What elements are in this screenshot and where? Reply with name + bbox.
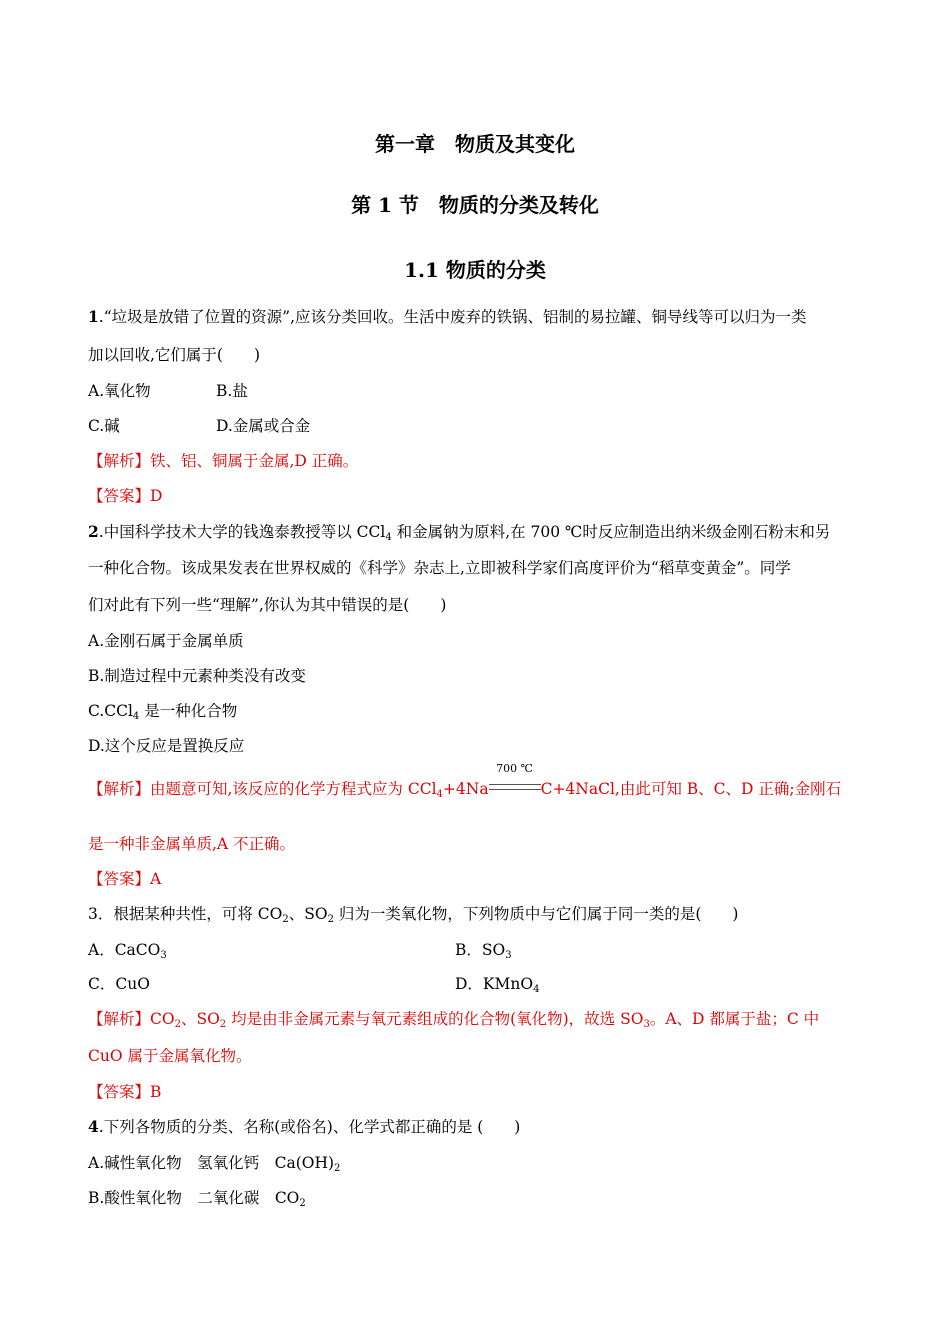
analysis-text-a: 【解析】CO: [88, 1010, 175, 1028]
question-3-option-c: C．CuO: [88, 975, 150, 993]
subscript: 2: [282, 914, 289, 925]
option-text: B．SO: [455, 941, 506, 959]
question-1-analysis: 【解析】铁、铝、铜属于金属,D 正确。: [88, 452, 359, 470]
question-4-text: .下列各物质的分类、名称(或俗名)、化学式都正确的是 ( ): [98, 1118, 521, 1136]
subscript: 3: [160, 950, 167, 961]
question-3-option-d: [455, 972, 539, 994]
chapter-title: 第一章 物质及其变化: [375, 132, 575, 156]
option-text: B.酸性氧化物 二氧化碳 CO: [88, 1189, 300, 1207]
question-3-analysis: [88, 1007, 819, 1029]
subscript: 4: [533, 984, 540, 995]
reaction-arrow: [489, 762, 541, 794]
question-1-option-b: B.盐: [216, 382, 248, 400]
question-1-option-c: C.碱: [88, 417, 120, 435]
question-4-option-a: [88, 1151, 340, 1173]
question-3-analysis-line-2: CuO 属于金属氧化物。: [88, 1047, 252, 1065]
analysis-text-d: 。A、D 都属于盐；C 中: [649, 1010, 820, 1028]
question-1-line-1: [88, 305, 807, 327]
subscript: 2: [327, 914, 334, 925]
question-4-number: 4: [88, 1117, 99, 1136]
section-title: 第 1 节 物质的分类及转化: [351, 193, 599, 217]
analysis-text-a: 【解析】由题意可知,该反应的化学方程式应为 CCl: [88, 780, 437, 798]
option-c-text-b: 是一种化合物: [139, 702, 238, 720]
question-2-option-c: [88, 699, 237, 721]
question-2-analysis: [88, 762, 842, 800]
option-text: A.碱性氧化物 氢氧化钙 Ca(OH): [88, 1154, 335, 1172]
question-1-option-d: D.金属或合金: [216, 417, 311, 435]
analysis-text-c: 均是由非金属元素与氧元素组成的化合物(氧化物)，故选 SO: [226, 1010, 644, 1028]
question-1-text: .“垃圾是放错了位置的资源”,应该分类回收。生活中废弃的铁锅、铝制的易拉罐、铜导线等可以归为一类: [98, 308, 807, 326]
question-2-line-1: [88, 520, 830, 542]
analysis-text-c: C+4NaCl,由此可知 B、C、D 正确;金刚石: [540, 780, 842, 798]
question-3-option-b: [455, 938, 512, 960]
subscript: 2: [334, 1163, 341, 1174]
subscript: 4: [385, 532, 392, 543]
question-3-answer: 【答案】B: [88, 1083, 162, 1101]
subscript: 4: [132, 711, 140, 722]
option-text: D．KMnO: [455, 975, 534, 993]
q3-text-a: 3．根据某种共性，可将 CO: [88, 905, 283, 923]
question-2-line-3: 们对此有下列一些“理解”,你认为其中错误的是( ): [88, 596, 447, 614]
option-c-text-a: C.CCl: [88, 702, 133, 720]
question-2-answer: 【答案】A: [88, 870, 162, 888]
subscript: 4: [436, 789, 443, 800]
reaction-condition: 700 ℃: [496, 762, 533, 775]
q3-text-c: 归为一类氧化物，下列物质中与它们属于同一类的是( ): [333, 905, 739, 923]
subsection-title: 1.1 物质的分类: [404, 258, 546, 282]
question-1-option-a: A.氧化物: [88, 382, 151, 400]
option-text: A．CaCO: [88, 941, 161, 959]
question-1-number: 1: [88, 307, 99, 326]
question-2-text-b: 和金属钠为原料,在 700 ℃时反应制造出纳米级金刚石粉末和另: [391, 523, 831, 541]
question-2-option-d: D.这个反应是置换反应: [88, 737, 245, 755]
q3-text-b: 、SO: [288, 905, 328, 923]
question-2-option-b: B.制造过程中元素种类没有改变: [88, 667, 306, 685]
question-2-line-2: 一种化合物。该成果发表在世界权威的《科学》杂志上,立即被科学家们高度评价为“稻草变黄金”。同学: [88, 559, 791, 577]
subscript: 3: [505, 950, 512, 961]
question-1-answer: 【答案】D: [88, 487, 163, 505]
question-2-number: 2: [88, 522, 99, 541]
question-2-analysis-line-2: 是一种非金属单质,A 不正确。: [88, 835, 296, 853]
analysis-text-b: 、SO: [180, 1010, 220, 1028]
subscript: 2: [174, 1019, 181, 1030]
question-2-text-a: .中国科学技术大学的钱逸泰教授等以 CCl: [98, 523, 386, 541]
question-4-line-1: [88, 1115, 520, 1137]
subscript: 3: [643, 1019, 650, 1030]
subscript: 2: [299, 1198, 306, 1209]
question-3-option-a: [88, 938, 167, 960]
question-4-option-b: [88, 1186, 306, 1208]
analysis-text-b: +4Na: [442, 780, 489, 798]
question-2-option-a: A.金刚石属于金属单质: [88, 632, 244, 650]
question-3-line-1: [88, 902, 738, 924]
subscript: 2: [219, 1019, 227, 1030]
equals-sign-icon: [489, 784, 541, 790]
question-1-line-2: 加以回收,它们属于( ): [88, 346, 261, 364]
